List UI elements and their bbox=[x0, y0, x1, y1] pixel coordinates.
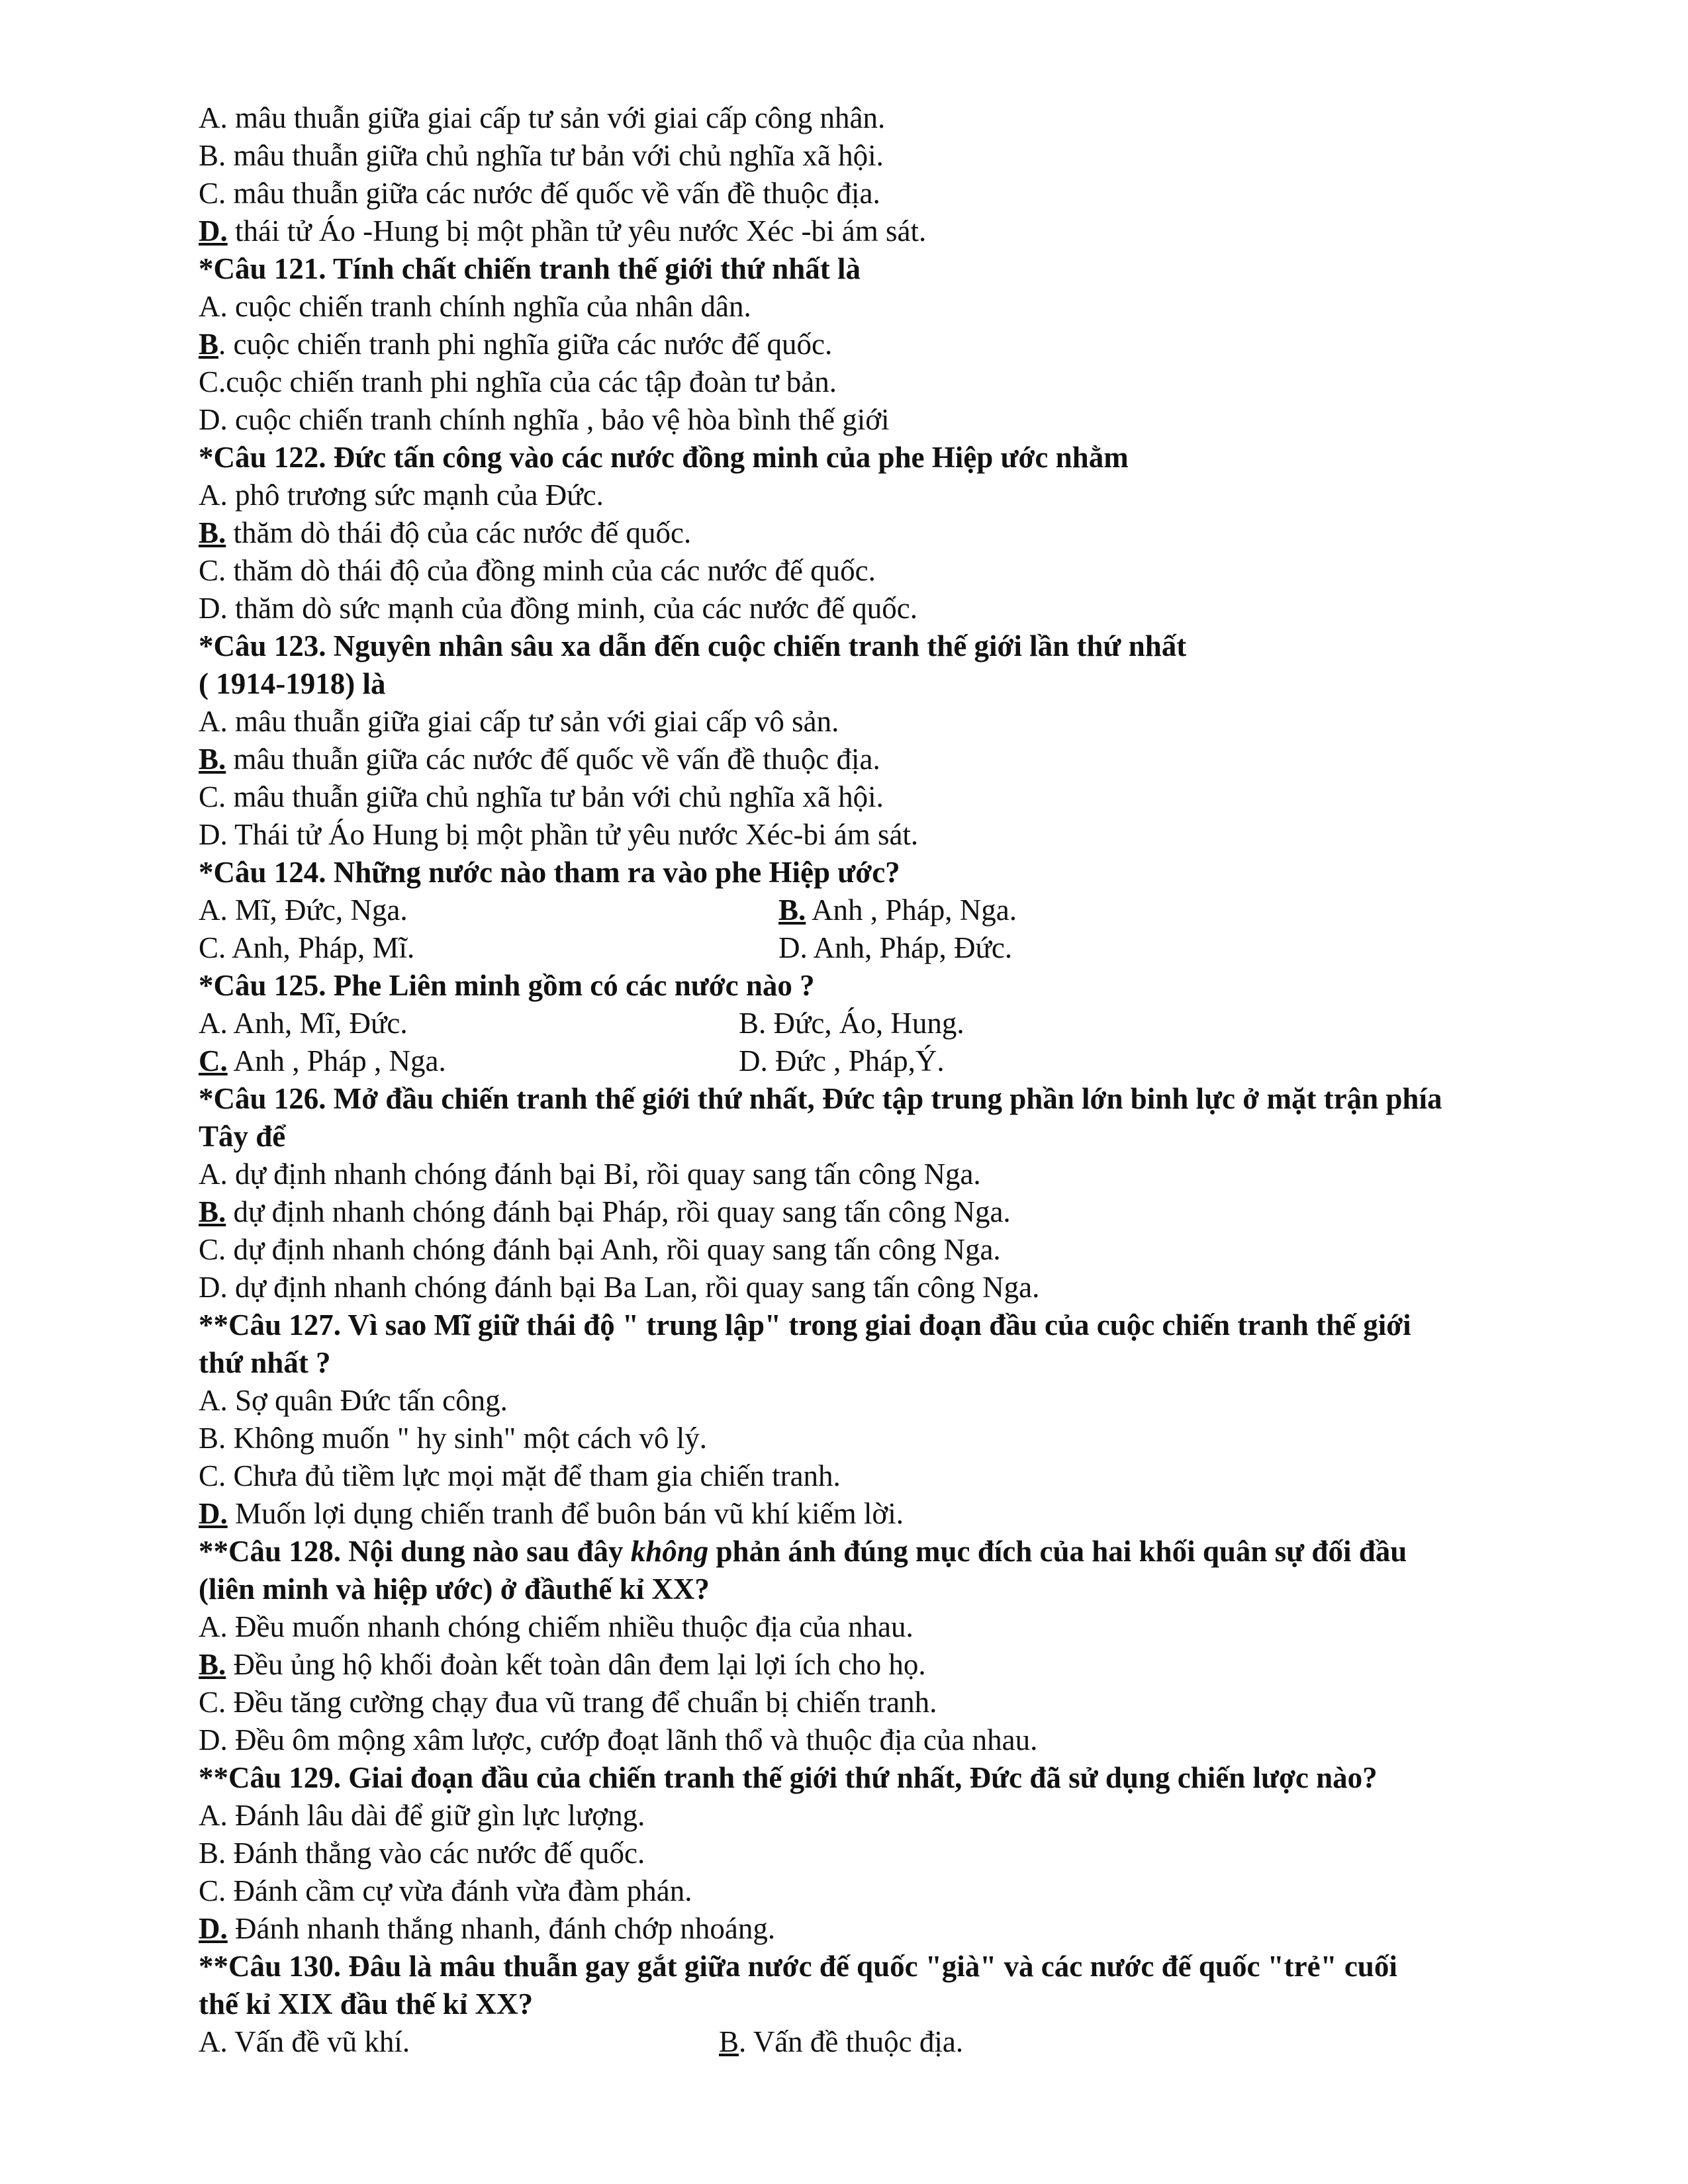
question-122-title: *Câu 122. Đức tấn công vào các nước đồng minh của phe Hiệp ước nhằm bbox=[199, 441, 1129, 474]
q124-option-c: C. Anh, Pháp, Mĩ. bbox=[199, 931, 415, 964]
q121-option-a: A. cuộc chiến tranh chính nghĩa của nhân dân. bbox=[199, 290, 751, 323]
q129-option-d-answer bbox=[199, 1910, 775, 1947]
option-text: mâu thuẫn giữa các nước đế quốc về vấn đề thuộc địa. bbox=[226, 743, 880, 776]
answer-letter: B. bbox=[199, 743, 226, 776]
question-130-title: **Câu 130. Đâu là mâu thuẫn gay gắt giữa nước đế quốc "già" và các nước đế quốc "trẻ" cuối bbox=[199, 1950, 1397, 1983]
q123-option-d: D. Thái tử Áo Hung bị một phần tử yêu nước Xéc-bi ám sát. bbox=[199, 818, 919, 851]
answer-letter: D. bbox=[199, 1497, 228, 1530]
option-text: Anh , Pháp , Nga. bbox=[227, 1044, 446, 1077]
question-130-title-cont: thế kỉ XIX đầu thế kỉ XX? bbox=[199, 1987, 534, 2021]
answer-letter: B bbox=[719, 2025, 739, 2058]
q124-option-b-answer bbox=[778, 891, 1017, 929]
answer-letter: D. bbox=[199, 1912, 228, 1945]
q126-option-c: C. dự định nhanh chóng đánh bại Anh, rồi quay sang tấn công Nga. bbox=[199, 1233, 1001, 1266]
question-128-title bbox=[199, 1533, 1407, 1570]
option-text: . cuộc chiến tranh phi nghĩa giữa các nước đế quốc. bbox=[218, 328, 833, 361]
q123-option-c: C. mâu thuẫn giữa chủ nghĩa tư bản với chủ nghĩa xã hội. bbox=[199, 780, 884, 813]
question-121-title: *Câu 121. Tính chất chiến tranh thế giới thứ nhất là bbox=[199, 252, 861, 285]
q127-option-d-answer bbox=[199, 1495, 904, 1532]
question-127-title-cont: thứ nhất ? bbox=[199, 1346, 331, 1379]
option-b: B. mâu thuẫn giữa chủ nghĩa tư bản với chủ nghĩa xã hội. bbox=[199, 139, 884, 172]
q127-option-c: C. Chưa đủ tiềm lực mọi mặt để tham gia chiến tranh. bbox=[199, 1459, 841, 1492]
q122-option-a: A. phô trương sức mạnh của Đức. bbox=[199, 478, 604, 512]
q128-option-c: C. Đều tăng cường chạy đua vũ trang để chuẩn bị chiến tranh. bbox=[199, 1686, 937, 1719]
q121-option-d: D. cuộc chiến tranh chính nghĩa , bảo vệ hòa bình thế giới bbox=[199, 403, 890, 436]
option-text: dự định nhanh chóng đánh bại Pháp, rồi quay sang tấn công Nga. bbox=[226, 1195, 1011, 1228]
option-text: thăm dò thái độ của các nước đế quốc. bbox=[226, 516, 692, 549]
q124-option-a: A. Mĩ, Đức, Nga. bbox=[199, 893, 408, 927]
q122-option-b-answer bbox=[199, 514, 691, 551]
question-128-title-cont: (liên minh và hiệp ước) ở đầuthế kỉ XX? bbox=[199, 1572, 710, 1606]
title-emphasis: không bbox=[630, 1535, 709, 1568]
q128-option-a: A. Đều muốn nhanh chóng chiếm nhiều thuộc địa của nhau. bbox=[199, 1610, 914, 1643]
q130-option-a: A. Vấn đề vũ khí. bbox=[199, 2025, 410, 2058]
q129-option-a: A. Đánh lâu dài để giữ gìn lực lượng. bbox=[199, 1799, 645, 1832]
q127-option-a: A. Sợ quân Đức tấn công. bbox=[199, 1384, 508, 1417]
q125-option-b: B. Đức, Áo, Hung. bbox=[739, 1007, 964, 1040]
q121-option-c: C.cuộc chiến tranh phi nghĩa của các tập đoàn tư bản. bbox=[199, 365, 837, 398]
option-a: A. mâu thuẫn giữa giai cấp tư sản với giai cấp công nhân. bbox=[199, 101, 886, 134]
q130-option-b-answer bbox=[719, 2023, 963, 2060]
option-text: Đều ủng hộ khối đoàn kết toàn dân đem lại lợi ích cho họ. bbox=[226, 1648, 926, 1681]
option-text: thái tử Áo -Hung bị một phần tử yêu nước Xéc -bi ám sát. bbox=[227, 214, 927, 248]
q126-option-b-answer bbox=[199, 1193, 1011, 1230]
option-d-answer bbox=[199, 212, 926, 250]
title-part: **Câu 128. Nội dung nào sau đây bbox=[199, 1535, 631, 1568]
answer-letter: B. bbox=[199, 1648, 226, 1681]
question-126-title-cont: Tây để bbox=[199, 1120, 286, 1153]
question-127-title: **Câu 127. Vì sao Mĩ giữ thái độ " trung lập" trong giai đoạn đầu của cuộc chiến tranh thế giới bbox=[199, 1308, 1411, 1342]
q129-option-b: B. Đánh thẳng vào các nước đế quốc. bbox=[199, 1837, 645, 1870]
answer-letter: D. bbox=[199, 214, 228, 248]
option-text: . Vấn đề thuộc địa. bbox=[739, 2025, 964, 2058]
option-text: Đánh nhanh thắng nhanh, đánh chớp nhoáng. bbox=[227, 1912, 776, 1945]
q125-option-a: A. Anh, Mĩ, Đức. bbox=[199, 1007, 408, 1040]
q128-option-d: D. Đều ôm mộng xâm lược, cướp đoạt lãnh thổ và thuộc địa của nhau. bbox=[199, 1723, 1038, 1756]
option-c: C. mâu thuẫn giữa các nước đế quốc về vấn đề thuộc địa. bbox=[199, 177, 880, 210]
q122-option-c: C. thăm dò thái độ của đồng minh của các nước đế quốc. bbox=[199, 554, 876, 587]
option-text: Muốn lợi dụng chiến tranh để buôn bán vũ khí kiếm lời. bbox=[227, 1497, 904, 1530]
q124-option-d: D. Anh, Pháp, Đức. bbox=[778, 931, 1013, 964]
answer-letter: B. bbox=[778, 893, 806, 927]
option-text: Anh , Pháp, Nga. bbox=[806, 893, 1017, 927]
question-126-title: *Câu 126. Mở đầu chiến tranh thế giới thứ nhất, Đức tập trung phần lớn binh lực ở mặt trận phía bbox=[199, 1082, 1442, 1115]
title-part: phản ánh đúng mục đích của hai khối quân sự đối đầu bbox=[708, 1535, 1407, 1568]
question-123-title: *Câu 123. Nguyên nhân sâu xa dẫn đến cuộc chiến tranh thế giới lần thứ nhất bbox=[199, 629, 1187, 662]
q125-option-d: D. Đức , Pháp,Ý. bbox=[739, 1044, 945, 1077]
q122-option-d: D. thăm dò sức mạnh của đồng minh, của các nước đế quốc. bbox=[199, 592, 917, 625]
answer-letter: B. bbox=[199, 516, 226, 549]
q126-option-a: A. dự định nhanh chóng đánh bại Bỉ, rồi quay sang tấn công Nga. bbox=[199, 1158, 981, 1191]
question-129-title: **Câu 129. Giai đoạn đầu của chiến tranh thế giới thứ nhất, Đức đã sử dụng chiến lược nào? bbox=[199, 1761, 1378, 1794]
q129-option-c: C. Đánh cầm cự vừa đánh vừa đàm phán. bbox=[199, 1874, 692, 1907]
q128-option-b-answer bbox=[199, 1646, 926, 1683]
answer-letter: B bbox=[199, 328, 219, 361]
answer-letter: B. bbox=[199, 1195, 226, 1228]
question-123-title-cont: ( 1914-1918) là bbox=[199, 667, 386, 700]
q123-option-a: A. mâu thuẫn giữa giai cấp tư sản với giai cấp vô sản. bbox=[199, 705, 839, 738]
q123-option-b-answer bbox=[199, 741, 880, 778]
q121-option-b-answer bbox=[199, 326, 832, 363]
question-125-title: *Câu 125. Phe Liên minh gồm có các nước nào ? bbox=[199, 969, 815, 1002]
q126-option-d: D. dự định nhanh chóng đánh bại Ba Lan, rồi quay sang tấn công Nga. bbox=[199, 1271, 1040, 1304]
answer-letter: C. bbox=[199, 1044, 228, 1077]
q127-option-b: B. Không muốn " hy sinh" một cách vô lý. bbox=[199, 1422, 707, 1455]
q125-option-c-answer bbox=[199, 1042, 446, 1079]
question-124-title: *Câu 124. Những nước nào tham ra vào phe Hiệp ước? bbox=[199, 856, 900, 889]
